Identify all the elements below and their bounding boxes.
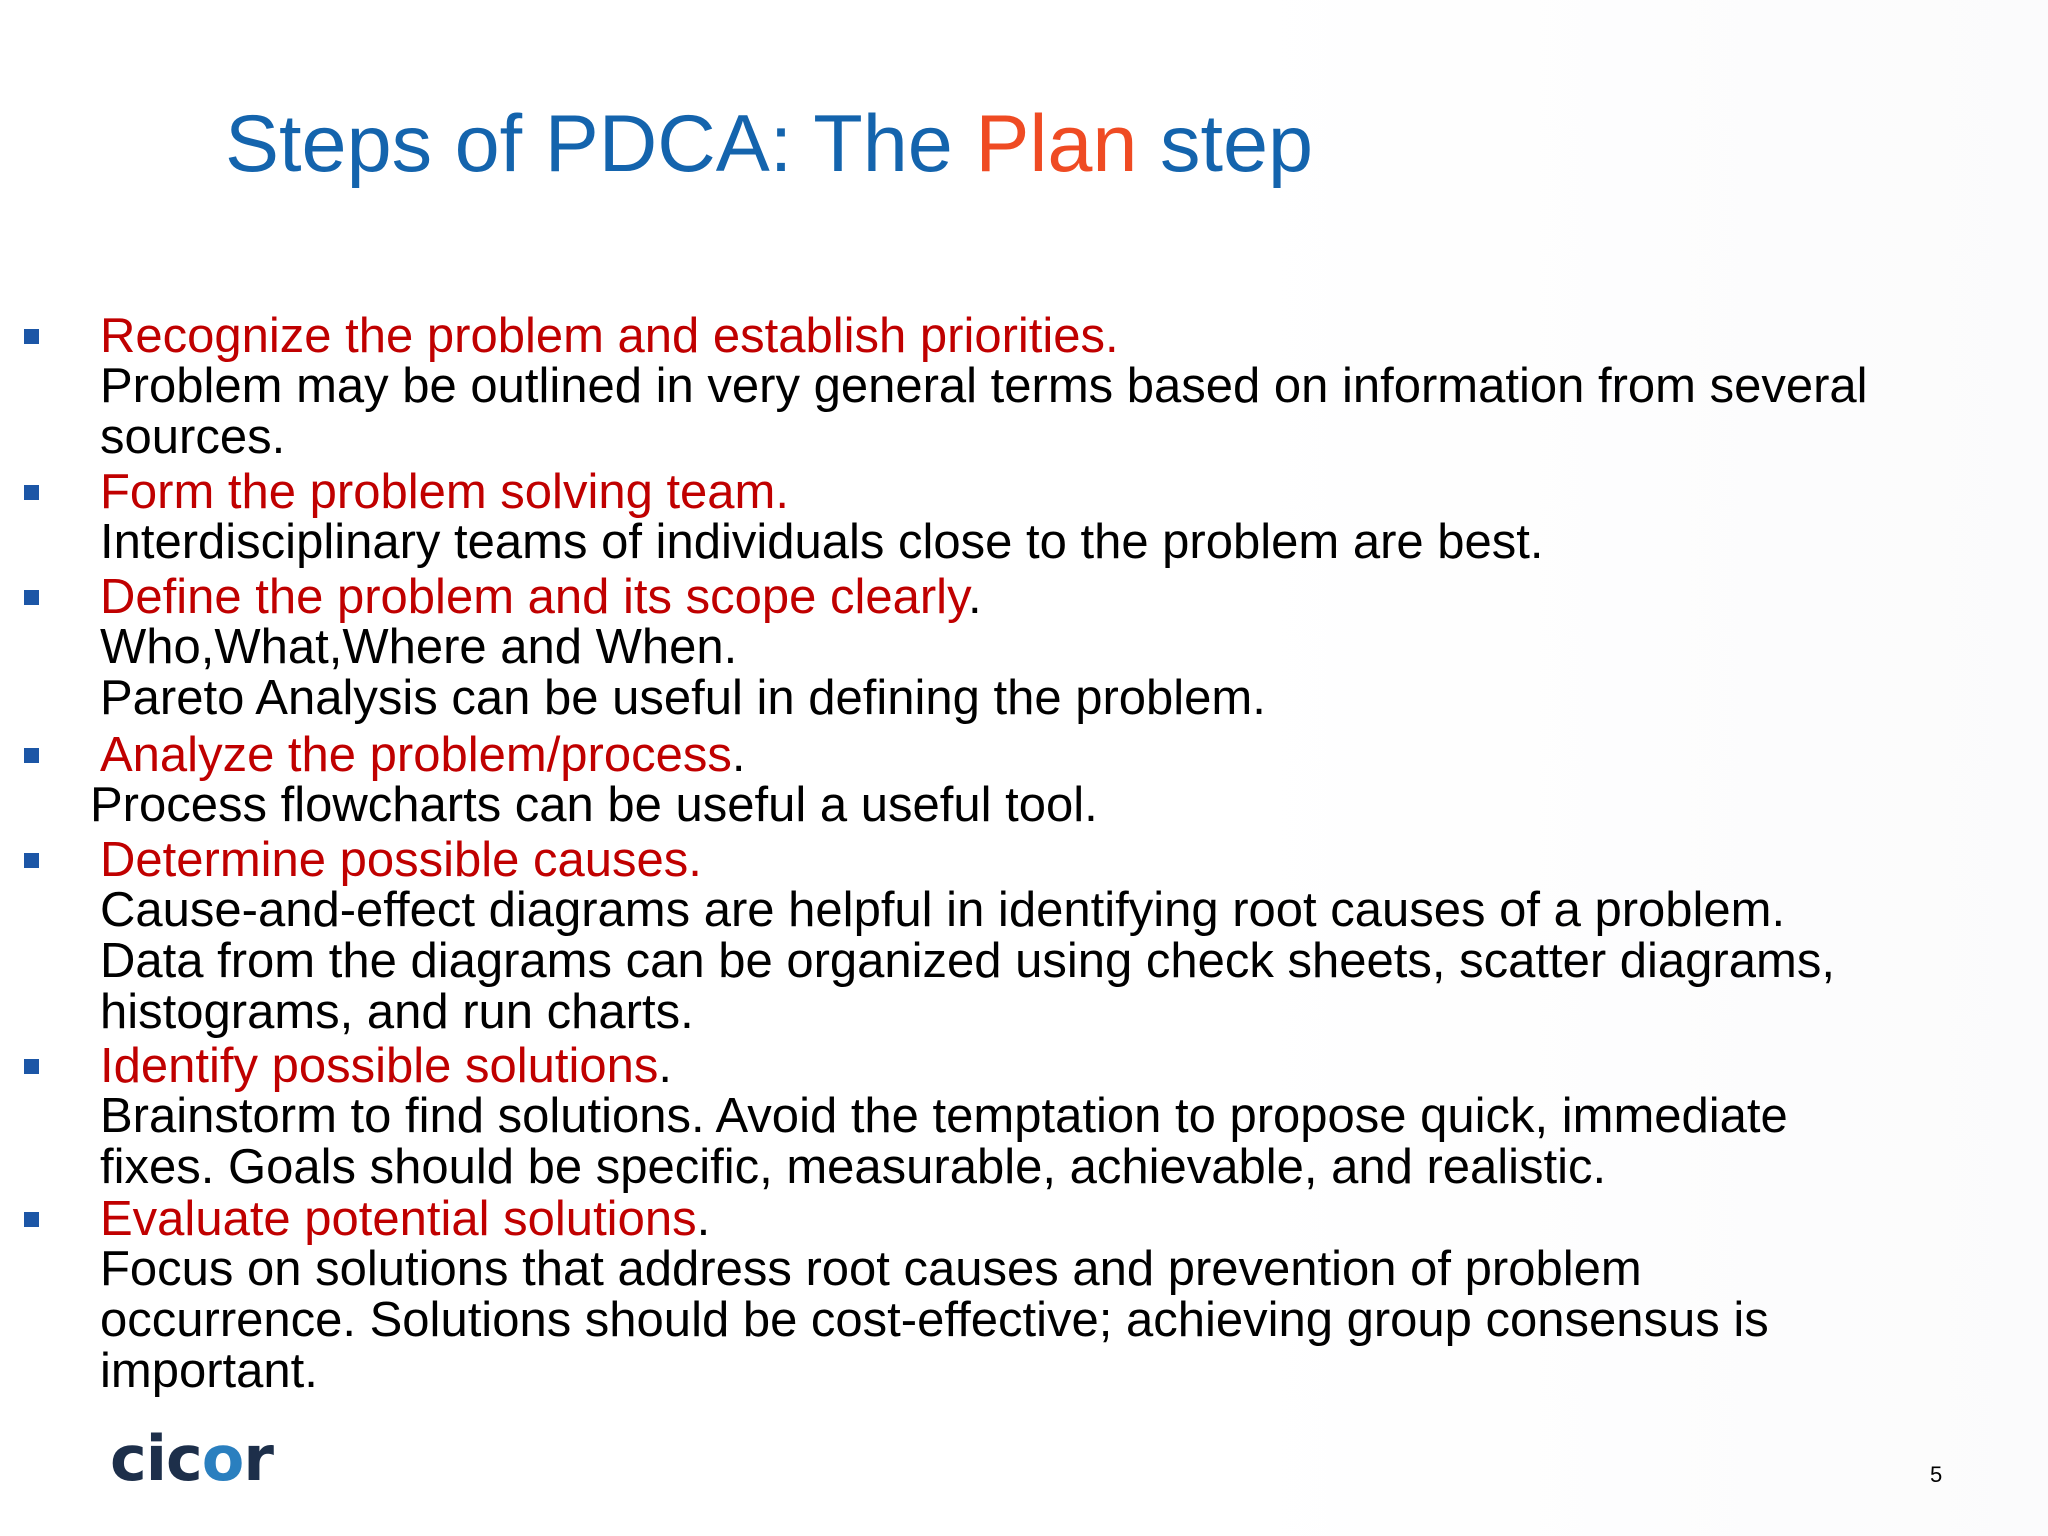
item-description-line: Problem may be outlined in very general terms based on information from several bbox=[100, 359, 1868, 413]
item-heading: Analyze the problem/process. bbox=[100, 728, 746, 782]
item-heading: Recognize the problem and establish priorities. bbox=[100, 309, 1119, 363]
item-description-line: Cause-and-effect diagrams are helpful in identifying root causes of a problem. bbox=[100, 883, 1786, 937]
item-description-line: Interdisciplinary teams of individuals close to the problem are best. bbox=[100, 515, 1544, 569]
item-description-line: Brainstorm to find solutions. Avoid the temptation to propose quick, immediate bbox=[100, 1089, 1788, 1143]
cicor-logo: cicor bbox=[110, 1422, 273, 1495]
item-description-line: Focus on solutions that address root causes and prevention of problem bbox=[100, 1242, 1642, 1296]
item-heading: Determine possible causes. bbox=[100, 833, 702, 887]
item-heading: Identify possible solutions. bbox=[100, 1039, 673, 1093]
item-description-line: Data from the diagrams can be organized using check sheets, scatter diagrams, bbox=[100, 934, 1835, 988]
bullet-icon bbox=[24, 748, 39, 763]
item-description-line: Pareto Analysis can be useful in defining the problem. bbox=[100, 671, 1266, 725]
item-description-line: histograms, and run charts. bbox=[100, 985, 694, 1039]
bullet-icon bbox=[24, 329, 39, 344]
bullet-icon bbox=[24, 1059, 39, 1074]
item-heading: Evaluate potential solutions. bbox=[100, 1192, 711, 1246]
title-part1: Steps of PDCA: The bbox=[225, 99, 976, 189]
page-number: 5 bbox=[1930, 1462, 1943, 1487]
bullet-icon bbox=[24, 485, 39, 500]
title-accent: Plan bbox=[975, 99, 1138, 189]
bullet-icon bbox=[24, 1212, 39, 1227]
item-description-line: important. bbox=[100, 1344, 318, 1398]
item-description-line: Process flowcharts can be useful a useful tool. bbox=[90, 778, 1098, 832]
item-description-line: sources. bbox=[100, 410, 286, 464]
item-heading: Define the problem and its scope clearly. bbox=[100, 570, 982, 624]
slide-title bbox=[225, 100, 1313, 189]
item-heading: Form the problem solving team. bbox=[100, 465, 789, 519]
bullet-icon bbox=[24, 590, 39, 605]
item-description-line: fixes. Goals should be specific, measurable, achievable, and realistic. bbox=[100, 1140, 1607, 1194]
item-description-line: Who,What,Where and When. bbox=[100, 620, 738, 674]
bullet-icon bbox=[24, 853, 39, 868]
item-description-line: occurrence. Solutions should be cost-effective; achieving group consensus is bbox=[100, 1293, 1769, 1347]
title-part2: step bbox=[1137, 99, 1314, 189]
